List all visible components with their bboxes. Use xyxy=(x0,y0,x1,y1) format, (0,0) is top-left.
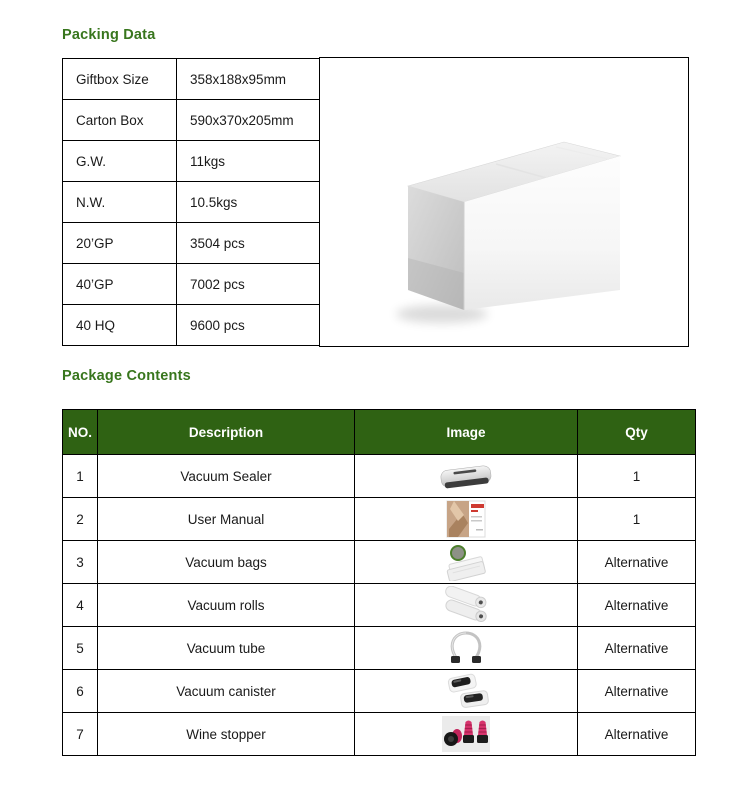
packing-row-label: 20’GP xyxy=(63,223,177,264)
packing-row-label: 40’GP xyxy=(63,264,177,305)
item-image-cell xyxy=(355,455,578,498)
header-image: Image xyxy=(355,410,578,455)
packing-row-value: 3504 pcs xyxy=(177,223,329,264)
item-description: Vacuum canister xyxy=(98,670,355,713)
item-qty: 1 xyxy=(578,498,696,541)
item-image-cell xyxy=(355,541,578,584)
packing-row-value: 11kgs xyxy=(177,141,329,182)
table-row xyxy=(63,264,329,305)
header-qty: Qty xyxy=(578,410,696,455)
item-image-cell xyxy=(355,713,578,756)
item-image-cell xyxy=(355,670,578,713)
item-no: 7 xyxy=(63,713,98,756)
packing-data-table xyxy=(62,58,329,346)
table-row xyxy=(63,584,696,627)
carton-box-illustration xyxy=(320,58,686,344)
item-no: 2 xyxy=(63,498,98,541)
package-contents-heading: Package Contents xyxy=(62,368,191,384)
packing-row-value: 9600 pcs xyxy=(177,305,329,346)
item-qty: Alternative xyxy=(578,670,696,713)
item-image-cell xyxy=(355,584,578,627)
item-description: Vacuum Sealer xyxy=(98,455,355,498)
vacuum-bags-image xyxy=(434,543,498,581)
vacuum-rolls-image xyxy=(434,586,498,624)
table-row xyxy=(63,627,696,670)
table-row xyxy=(63,541,696,584)
item-description: Wine stopper xyxy=(98,713,355,756)
packing-row-label: G.W. xyxy=(63,141,177,182)
header-description: Description xyxy=(98,410,355,455)
packing-row-label: N.W. xyxy=(63,182,177,223)
table-row xyxy=(63,455,696,498)
table-row xyxy=(63,305,329,346)
table-row xyxy=(63,498,696,541)
item-description: User Manual xyxy=(98,498,355,541)
item-qty: Alternative xyxy=(578,541,696,584)
item-image-cell xyxy=(355,627,578,670)
user-manual-image xyxy=(434,499,498,539)
item-description: Vacuum bags xyxy=(98,541,355,584)
table-row xyxy=(63,223,329,264)
packing-row-value: 358x188x95mm xyxy=(177,59,329,100)
vacuum-tube-image xyxy=(434,629,498,667)
table-row xyxy=(63,713,696,756)
packing-row-value: 590x370x205mm xyxy=(177,100,329,141)
table-row xyxy=(63,100,329,141)
table-row xyxy=(63,141,329,182)
item-description: Vacuum rolls xyxy=(98,584,355,627)
table-row xyxy=(63,670,696,713)
packing-row-value: 7002 pcs xyxy=(177,264,329,305)
packing-row-label: Carton Box xyxy=(63,100,177,141)
wine-stopper-image xyxy=(434,714,498,754)
table-row xyxy=(63,182,329,223)
item-no: 6 xyxy=(63,670,98,713)
item-qty: Alternative xyxy=(578,627,696,670)
packing-row-label: 40 HQ xyxy=(63,305,177,346)
item-no: 3 xyxy=(63,541,98,584)
packing-row-label: Giftbox Size xyxy=(63,59,177,100)
vacuum-canister-image xyxy=(434,672,498,710)
item-description: Vacuum tube xyxy=(98,627,355,670)
header-no: NO. xyxy=(63,410,98,455)
packing-data-heading: Packing Data xyxy=(62,27,156,43)
table-row xyxy=(63,59,329,100)
item-qty: 1 xyxy=(578,455,696,498)
package-contents-table xyxy=(62,409,696,756)
item-no: 4 xyxy=(63,584,98,627)
table-header-row xyxy=(63,410,696,455)
item-qty: Alternative xyxy=(578,713,696,756)
carton-box-photo xyxy=(319,57,689,347)
item-qty: Alternative xyxy=(578,584,696,627)
vacuum-sealer-image xyxy=(434,457,498,495)
item-no: 5 xyxy=(63,627,98,670)
item-image-cell xyxy=(355,498,578,541)
packing-row-value: 10.5kgs xyxy=(177,182,329,223)
item-no: 1 xyxy=(63,455,98,498)
